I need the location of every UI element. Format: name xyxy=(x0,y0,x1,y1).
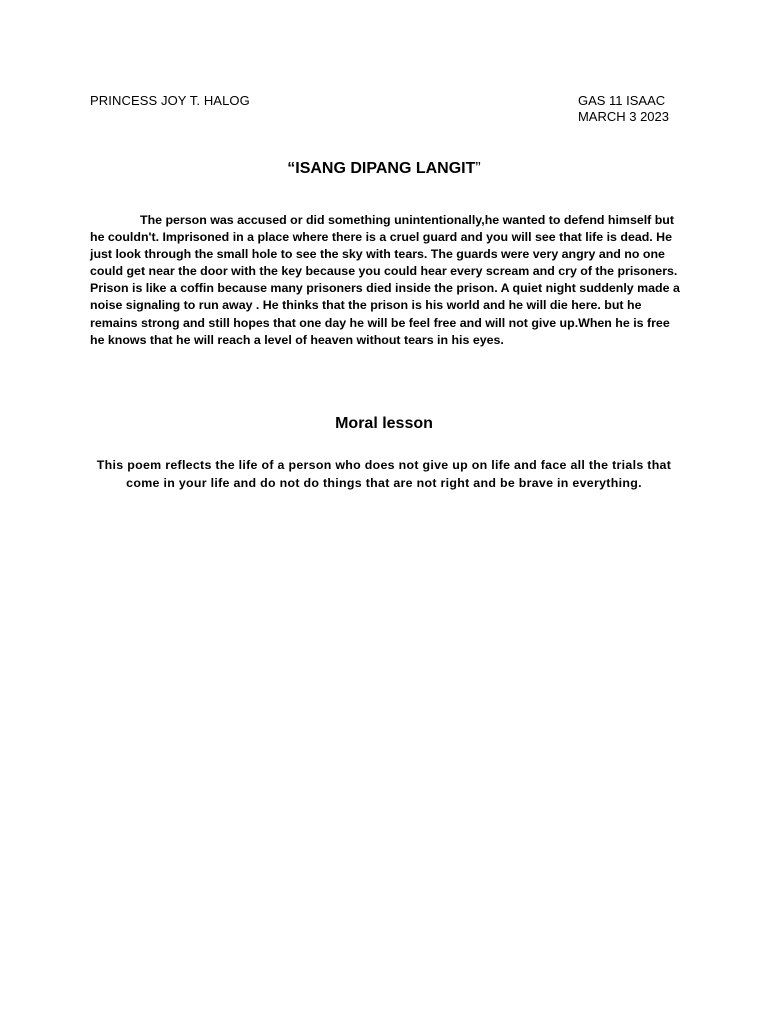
document-date: MARCH 3 2023 xyxy=(577,109,669,124)
title-closing-quote: ” xyxy=(475,160,481,177)
moral-paragraph: This poem reflects the life of a person who does not give up on life and face all the trials that come in your life and do not do things that are not right and be brave in everything. xyxy=(96,458,672,490)
document-title xyxy=(0,158,768,180)
moral-heading: Moral lesson xyxy=(335,415,433,432)
title-text: “ISANG DIPANG LANGIT xyxy=(287,160,476,177)
author-name: PRINCESS JOY T. HALOG xyxy=(90,93,250,108)
summary-text: The person was accused or did something unintentionally,he wanted to defend himself but he couldn't. Imprisoned in a place where there is a cruel guard and you will see that life is dead. He just look through the small hole to see the sky with tears. The guards were very angry and no one could get near the door with the key because you could hear every scream and cry of the prisoners. Prison is like a coffin because many prisoners died inside the prison. A quiet night suddenly made a noise signaling to run away . He thinks that the prison is his world and he will die here. but he remains strong and still hopes that one day he will be feel free and will not give up.When he is free he knows that he will reach a level of heaven without tears in his eyes. xyxy=(90,213,680,347)
summary-paragraph xyxy=(90,212,680,349)
class-section: GAS 11 ISAAC xyxy=(577,93,666,108)
header-meta xyxy=(578,93,669,125)
